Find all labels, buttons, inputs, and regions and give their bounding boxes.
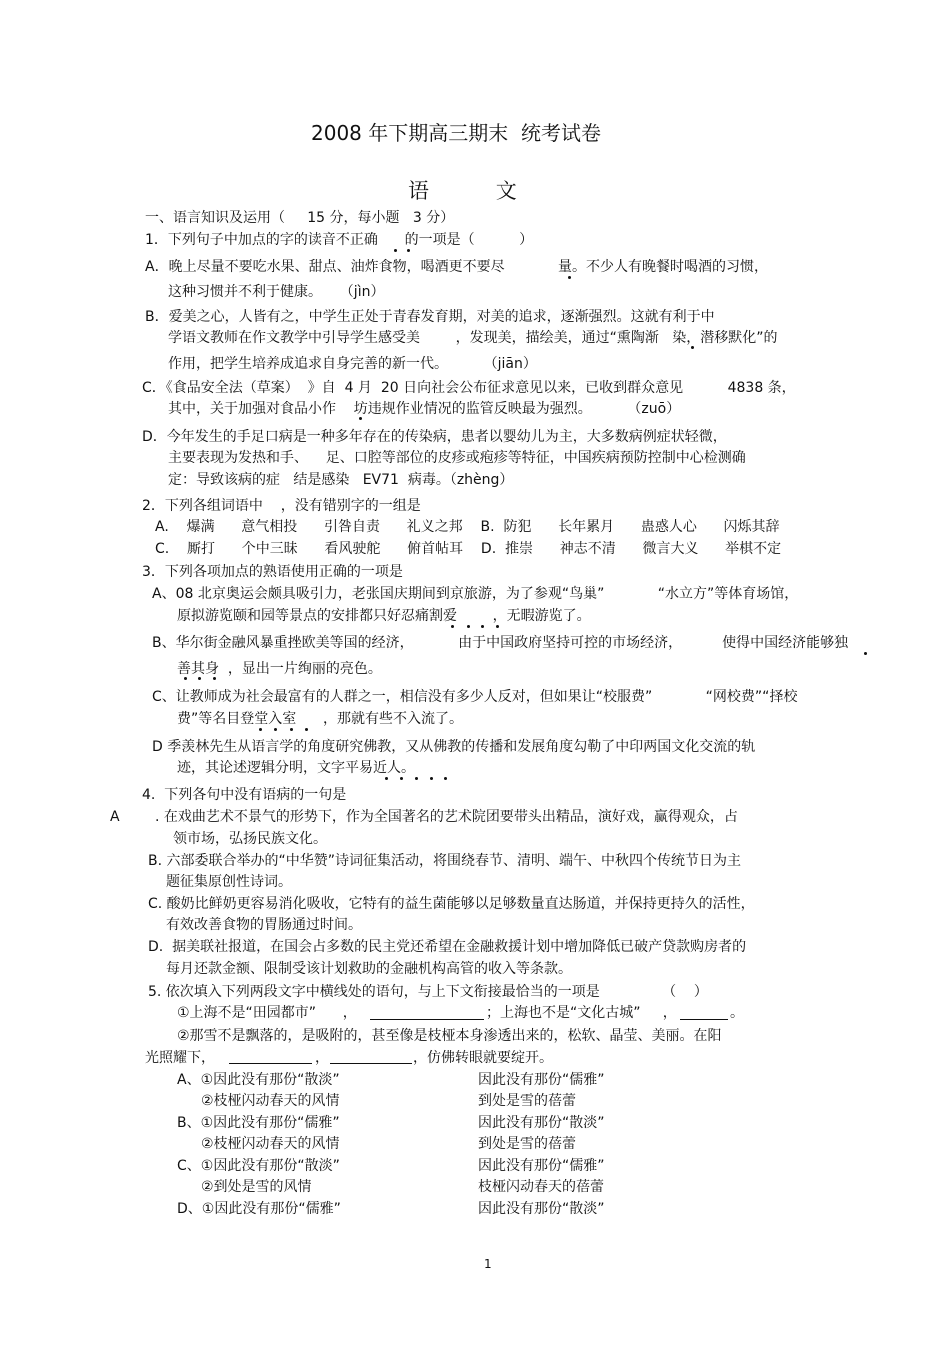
q2-stem: 2．下列各组词语中 ，没有错别字的一组是: [142, 498, 421, 514]
emphasis-dot: [467, 625, 470, 628]
emphasis-dot: [184, 677, 187, 680]
emphasis-dot: [691, 346, 694, 349]
q1-option-d-line2: 主要表现为发热和手、 足、口腔等部位的皮疹或疱疹等特征，中国疾病预防控制中心检测确: [168, 450, 746, 466]
q5-option-a-left2: ②枝桠闪动春天的风情: [201, 1093, 340, 1109]
q5-option-d-right1: 因此没有那份“散淡”: [478, 1201, 605, 1217]
q5-passage1-part1: ①上海不是“田园都市” ，: [177, 1005, 357, 1021]
q5-option-c-right1: 因此没有那份“儒雅”: [478, 1158, 605, 1174]
q1-option-a-line2: 这种习惯并不利于健康。 （jìn）: [168, 284, 385, 300]
q5-option-d-left1: D、①因此没有那份“儒雅”: [177, 1201, 341, 1217]
q4-option-a-line2: 领市场，弘扬民族文化。: [173, 831, 327, 847]
q2-options-row2: C. 厮打 个中三昧 看风驶舵 俯首帖耳 D. 推崇 神志不清 微言大义 举棋不定: [155, 541, 782, 557]
emphasis-dot: [213, 677, 216, 680]
q5-option-b-left1: B、①因此没有那份“儒雅”: [177, 1115, 340, 1131]
q4-option-b-line2: 题征集原创性诗词。: [166, 874, 292, 890]
emphasis-dot: [407, 249, 410, 252]
q1-option-c-line2: 其中，关于加强对食品小作 坊违规作业情况的监管反映最为强烈。 （zuō）: [168, 401, 681, 417]
q4-option-c-line1: C. 酸奶比鲜奶更容易消化吸收，它特有的益生菌能够以足够数量直达肠道，并保持更持久的活性，: [148, 896, 755, 912]
q1-option-d-line3: 定：导致该病的症 结是感染 EV71 病毒。（zhèng）: [168, 472, 514, 488]
q3-option-c-line1: C、让教师成为社会最富有的人群之一，相信没有多少人反对，但如果让“校服费” “网校费”“择校: [152, 689, 798, 705]
emphasis-dot: [864, 652, 867, 655]
q1-option-b-line1: B．爱美之心，人皆有之，中学生正处于青春发育期，对美的追求，逐渐强烈。这就有利于中: [145, 309, 715, 325]
emphasis-dot: [400, 777, 403, 780]
blank-line: [370, 1019, 484, 1020]
emphasis-dot: [359, 417, 362, 420]
q1-option-b-line2: 学语文教师在作文教学中引导学生感受美 ，发现美，描绘美，通过“熏陶渐 染，潜移默化”的: [168, 330, 778, 346]
page-title: 2008 年下期高三期末 统考试卷: [311, 121, 601, 145]
q4-option-a-letter: A: [110, 809, 120, 825]
q2-options-row1: A. 爆满 意气相投 引咎自责 礼义之邦 B. 防犯 长年累月 蛊惑人心 闪烁其辞: [155, 519, 780, 535]
emphasis-dot: [444, 777, 447, 780]
emphasis-dot: [290, 728, 293, 731]
q3-option-d-line2: 迹，其论述逻辑分明，文字平易近人。: [177, 760, 415, 776]
page-number: 1: [484, 1257, 492, 1271]
blank-line: [229, 1063, 312, 1064]
emphasis-dot: [385, 777, 388, 780]
emphasis-dot: [496, 625, 499, 628]
q4-option-a-line1: . 在戏曲艺术不景气的形势下，作为全国著名的艺术院团要带头出精品，演好戏，赢得观众，占: [155, 809, 738, 825]
q5-passage2-line2-part1: 光照耀下，: [145, 1050, 215, 1066]
q1-option-a-line1: A．晚上尽量不要吃水果、甜点、油炸食物，喝酒更不要尽 量。不少人有晚餐时喝酒的习惯，: [145, 259, 768, 275]
emphasis-dot: [259, 728, 262, 731]
q5-option-c-left2: ②到处是雪的风情: [201, 1179, 312, 1195]
section-heading: 一、语言知识及运用（ 15 分，每小题 3 分）: [145, 210, 455, 226]
q5-option-b-right1: 因此没有那份“散淡”: [478, 1115, 605, 1131]
q5-passage2-line2-part2: ，: [315, 1050, 329, 1066]
emphasis-dot: [415, 777, 418, 780]
emphasis-dot: [394, 249, 397, 252]
q3-option-b-line1: B、华尔街金融风暴重挫欧美等国的经济， 由于中国政府坚持可控的市场经济， 使得中国经济能够独: [152, 635, 849, 651]
emphasis-dot: [481, 625, 484, 628]
q1-option-b-line3: 作用，把学生培养成追求自身完善的新一代。 （jiān）: [168, 356, 537, 372]
q4-option-d-line2: 每月还款金额、限制受该计划救助的金融机构高管的收入等条款。: [166, 961, 572, 977]
q5-option-a-left1: A、①因此没有那份“散淡”: [177, 1072, 340, 1088]
q5-option-a-right2: 到处是雪的蓓蕾: [478, 1093, 576, 1109]
emphasis-dot: [305, 728, 308, 731]
q3-stem: 3．下列各项加点的熟语使用正确的一项是: [142, 564, 403, 580]
emphasis-dot: [198, 677, 201, 680]
q3-option-a-line1: A、08 北京奥运会颇具吸引力，老张国庆期间到京旅游，为了参观“鸟巢” “水立方”等体育场馆，: [152, 586, 799, 602]
q5-passage2-line2-part3: ，仿佛转眼就要绽开。: [413, 1050, 553, 1066]
q1-option-d-line1: D．今年发生的手足口病是一种多年存在的传染病，患者以婴幼儿为主，大多数病例症状轻微，: [142, 429, 727, 445]
q5-option-a-right1: 因此没有那份“儒雅”: [478, 1072, 605, 1088]
emphasis-dot: [568, 276, 571, 279]
q5-option-c-right2: 枝桠闪动春天的蓓蕾: [478, 1179, 604, 1195]
q5-passage1-part2: ；上海也不是“文化古城” ，: [486, 1005, 677, 1021]
q1-option-c-line1: C．《食品安全法（草案） 》自 4 月 20 日向社会公布征求意见以来，已收到群众意见 4838 条，: [142, 380, 796, 396]
blank-line: [680, 1019, 728, 1020]
q3-option-c-line2: 费”等名目登堂入室 ，那就有些不入流了。: [177, 711, 463, 727]
emphasis-dot: [451, 625, 454, 628]
q4-option-d-line1: D. 据美联社报道，在国会占多数的民主党还希望在金融救援计划中增加降低已破产贷款购房者的: [148, 939, 747, 955]
q3-option-b-line2: 善其身 ，显出一片绚丽的亮色。: [177, 661, 382, 677]
q5-passage1-end: 。: [730, 1005, 744, 1021]
q3-option-a-line2: 原拟游览颐和园等景点的安排都只好忍痛割爱 ，无暇游览了。: [177, 608, 591, 624]
emphasis-dot: [274, 728, 277, 731]
q5-option-b-left2: ②枝桠闪动春天的风情: [201, 1136, 340, 1152]
blank-line: [330, 1063, 412, 1064]
emphasis-dot: [430, 777, 433, 780]
q4-option-b-line1: B. 六部委联合举办的“中华赞”诗词征集活动，将围绕春节、清明、端午、中秋四个传统节日为主: [148, 853, 742, 869]
q4-stem: 4. 下列各句中没有语病的一句是: [142, 787, 347, 803]
q5-stem: 5. 依次填入下列两段文字中横线处的语句，与上下文衔接最恰当的一项是 （ ）: [148, 984, 708, 1000]
q4-option-c-line2: 有效改善食物的胃肠通过时间。: [166, 917, 362, 933]
q5-option-b-right2: 到处是雪的蓓蕾: [478, 1136, 576, 1152]
q5-option-c-left1: C、①因此没有那份“散淡”: [177, 1158, 340, 1174]
q5-passage2-line1: ②那雪不是飘落的，是吸附的，甚至像是枝桠本身渗透出来的，松软、晶莹、美丽。在阳: [177, 1028, 722, 1044]
q3-option-d-line1: D 季羡林先生从语言学的角度研究佛教，又从佛教的传播和发展角度勾勒了中印两国文化交流的轨: [152, 739, 756, 755]
subject-heading: 语 文: [408, 179, 517, 203]
q1-stem: 1．下列句子中加点的字的读音不正确 的一项是（ ）: [145, 232, 534, 248]
